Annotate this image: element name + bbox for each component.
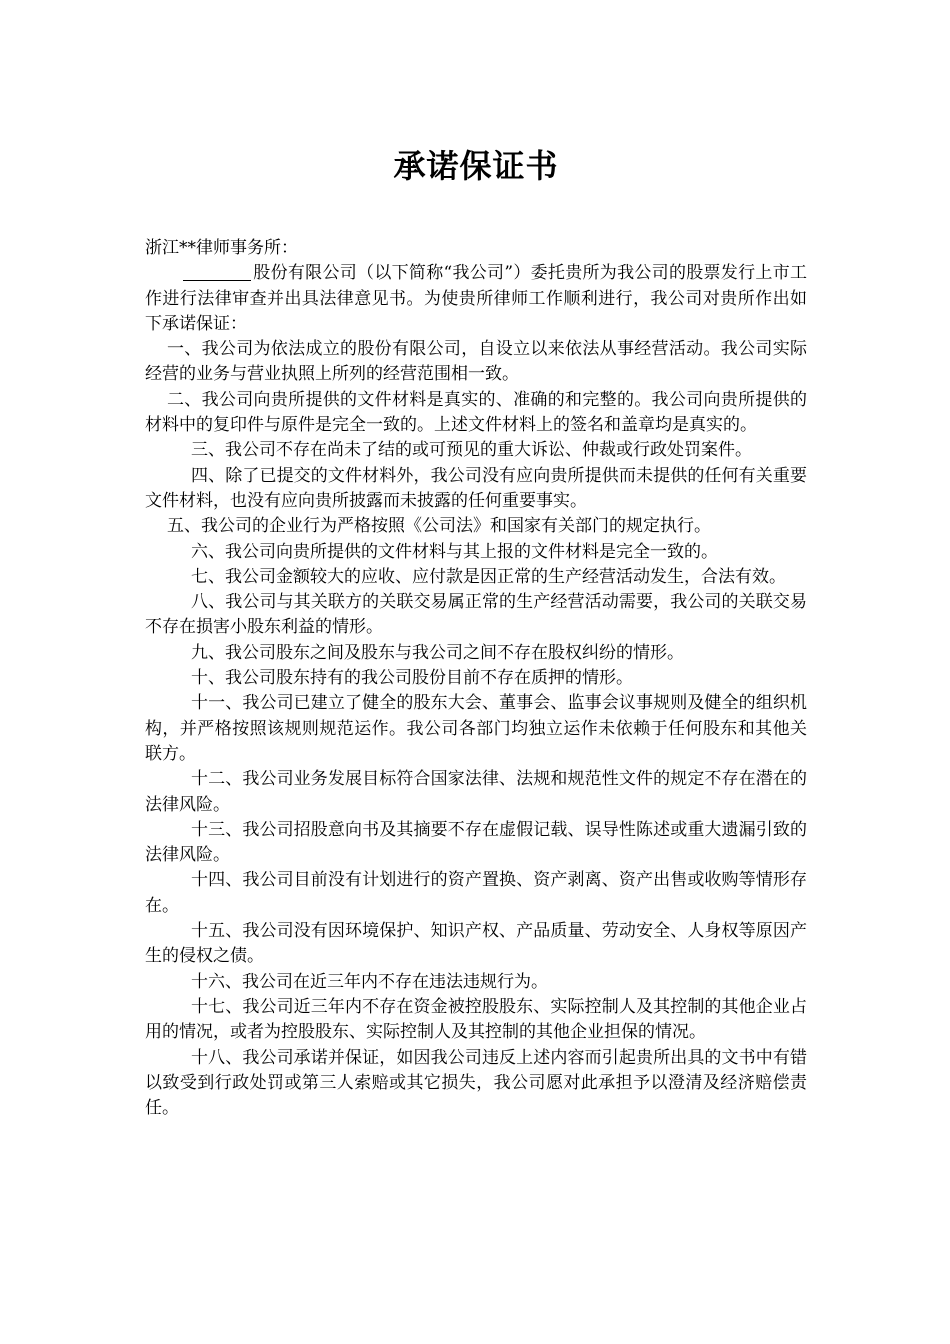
clause-12: 十二、我公司业务发展目标符合国家法律、法规和规范性文件的规定不存在潜在的法律风险。 [145,769,807,815]
intro-paragraph [145,261,807,337]
clause-5: 五、我公司的企业行为严格按照《公司法》和国家有关部门的规定执行。 [167,516,711,537]
company-name-blank [183,262,251,281]
clause-15: 十五、我公司没有因环境保护、知识产权、产品质量、劳动安全、人身权等原因产生的侵权之债。 [145,921,807,967]
clause-13: 十三、我公司招股意向书及其摘要不存在虚假记载、误导性陈述或重大遗漏引致的法律风险。 [145,819,807,866]
clause-14: 十四、我公司目前没有计划进行的资产置换、资产剥离、资产出售或收购等情形存在。 [145,870,807,916]
addressee: 浙江**律师事务所： [145,238,298,258]
letter-body [145,236,807,1121]
clause-10: 十、我公司股东持有的我公司股份目前不存在质押的情形。 [191,668,633,689]
clause-8: 八、我公司与其关联方的关联交易属正常的生产经营活动需要，我公司的关联交易不存在损害小股东利益的情形。 [145,592,807,638]
clause-17: 十七、我公司近三年内不存在资金被控股股东、实际控制人及其控制的其他企业占用的情况，或者为控股股东、实际控制人及其控制的其他企业担保的情况。 [145,996,807,1043]
page-title: 承诺保证书 [393,147,559,185]
clause-18: 十八、我公司承诺并保证，如因我公司违反上述内容而引起贵所出具的文书中有错以致受到行政处罚或第三人索赔或其它损失，我公司愿对此承担予以澄清及经济赔偿责任。 [145,1047,807,1119]
clause-7: 七、我公司金额较大的应收、应付款是因正常的生产经营活动发生，合法有效。 [191,566,786,587]
document-page [145,0,807,1344]
clause-4: 四、除了已提交的文件材料外，我公司没有应向贵所提供而未提供的任何有关重要文件材料，也没有应向贵所披露而未披露的任何重要事实。 [145,465,807,511]
clause-11: 十一、我公司已建立了健全的股东大会、董事会、监事会议事规则及健全的组织机构，并严格按照该规则规范运作。我公司各部门均独立运作未依赖于任何股东和其他关联方。 [145,693,807,764]
clause-1: 一、我公司为依法成立的股份有限公司，自设立以来依法从事经营活动。我公司实际经营的业务与营业执照上所列的经营范围相一致。 [145,339,807,385]
clause-9: 九、我公司股东之间及股东与我公司之间不存在股权纠纷的情形。 [191,642,684,663]
clause-3: 三、我公司不存在尚未了结的或可预见的重大诉讼、仲裁或行政处罚案件。 [191,440,752,461]
clause-6: 六、我公司向贵所提供的文件材料与其上报的文件材料是完全一致的。 [191,541,718,562]
intro-text: 股份有限公司（以下简称“我公司”）委托贵所为我公司的股票发行上市工作进行法律审查并出具法律意见书。为使贵所律师工作顺利进行，我公司对贵所作出如下承诺保证： [145,263,807,334]
clause-2: 二、我公司向贵所提供的文件材料是真实的、准确的和完整的。我公司向贵所提供的材料中的复印件与原件是完全一致的。上述文件材料上的签名和盖章均是真实的。 [145,389,807,436]
clause-16: 十六、我公司在近三年内不存在违法违规行为。 [191,971,548,992]
